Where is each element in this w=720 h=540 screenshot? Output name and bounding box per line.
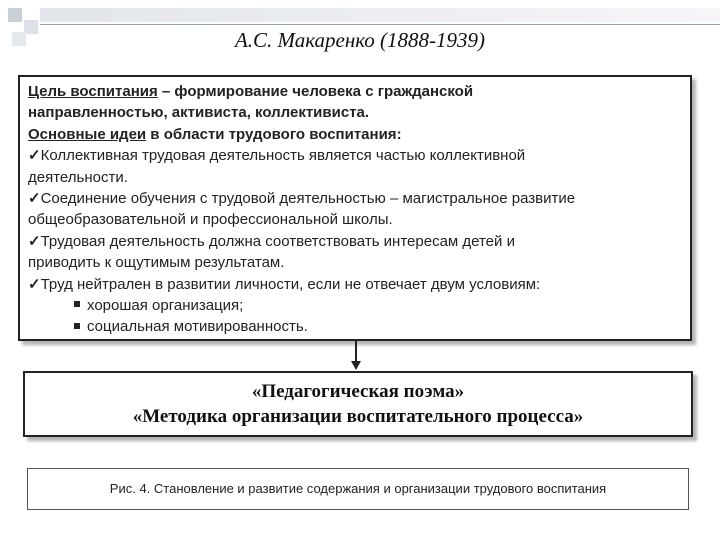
idea-text: Коллективная трудовая деятельность является частью коллективной xyxy=(40,147,526,165)
goal-paragraph xyxy=(28,81,682,124)
slide-title: А.С. Макаренко (1888-1939) xyxy=(234,28,486,52)
work-title: «Методика организации воспитательного процесса» xyxy=(132,406,584,427)
check-icon: ✓ xyxy=(28,275,41,293)
idea-text: Соединение обучения с трудовой деятельностью – магистральное развитие xyxy=(40,190,576,208)
header-rule xyxy=(40,24,720,25)
check-icon: ✓ xyxy=(28,190,41,208)
check-icon: ✓ xyxy=(28,147,41,165)
idea-item xyxy=(28,231,682,274)
work-title: «Педагогическая поэма» xyxy=(251,381,465,402)
works-box xyxy=(23,371,693,437)
ideas-label: Основные идеи xyxy=(28,125,147,143)
bullet-square-icon xyxy=(74,323,80,329)
goal-text-continued: направленностью, активиста, коллективиста. xyxy=(28,104,370,122)
idea-item xyxy=(28,188,682,231)
header-bar xyxy=(40,8,720,22)
idea-item xyxy=(28,145,682,188)
corner-square xyxy=(8,8,22,22)
condition-text: социальная мотивированность. xyxy=(87,318,308,336)
idea-text-continued: общеобразовательной и профессиональной школы. xyxy=(28,211,393,229)
idea-text: Трудовая деятельность должна соответствовать интересам детей и xyxy=(40,232,515,250)
principles-box xyxy=(18,75,692,341)
condition-item xyxy=(28,295,682,316)
condition-text: хорошая организация; xyxy=(87,297,244,315)
goal-label: Цель воспитания xyxy=(28,83,158,100)
ideas-heading xyxy=(28,124,682,145)
figure-caption: Рис. 4. Становление и развитие содержания и организации трудового воспитания xyxy=(27,468,689,510)
connector-arrow-line xyxy=(355,341,357,363)
idea-item xyxy=(28,274,682,295)
goal-text: – формирование человека с гражданской xyxy=(157,83,474,100)
check-icon: ✓ xyxy=(28,232,41,250)
arrow-down-icon xyxy=(351,361,361,370)
condition-item xyxy=(28,316,682,337)
bullet-square-icon xyxy=(74,301,80,307)
idea-text-continued: приводить к ощутимым результатам. xyxy=(28,254,285,272)
ideas-text: в области трудового воспитания: xyxy=(146,125,402,143)
idea-text-continued: деятельности. xyxy=(28,168,128,186)
idea-text: Труд нейтрален в развитии личности, если не отвечает двум условиям: xyxy=(40,275,541,293)
